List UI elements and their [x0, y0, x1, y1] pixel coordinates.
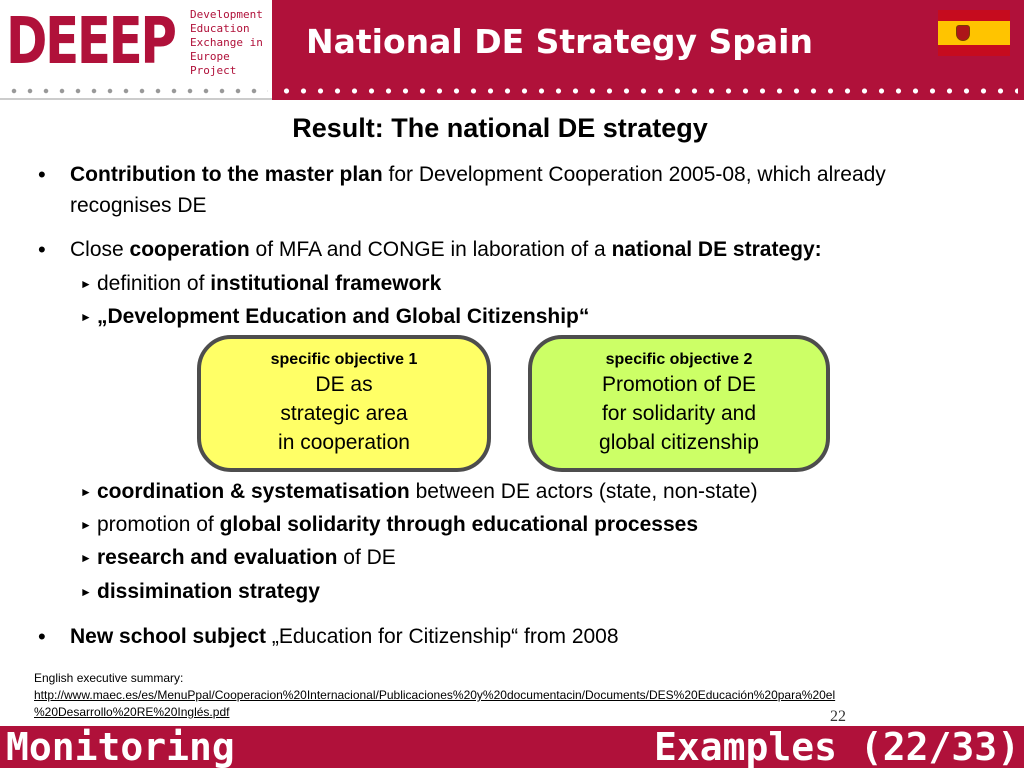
sub-bullet-text: definition of	[97, 272, 211, 295]
bullet-dot-icon: •	[38, 237, 46, 262]
bullet-bold-text: cooperation	[129, 238, 250, 261]
slide-heading: Result: The national DE strategy	[292, 113, 708, 143]
bullet-master-plan	[38, 159, 988, 221]
spain-flag-icon	[938, 10, 1010, 56]
header-title: National DE Strategy Spain	[306, 22, 813, 61]
logo-subtitle-line: Exchange in	[190, 36, 263, 49]
objective-line: Promotion of DE	[601, 373, 757, 396]
objective-line: for solidarity and	[601, 402, 757, 425]
sub-bullet-bold-text: dissimination strategy	[97, 580, 320, 603]
sub-bullet-bold-text: „Development Education and Global Citizenship“	[97, 305, 590, 328]
logo-subtitle-line: Education	[190, 22, 250, 35]
bullet-dot-icon: •	[38, 624, 46, 649]
bullet-cooperation	[38, 234, 988, 265]
objective-title: specific objective 2	[605, 351, 753, 368]
bullet-text: for Development Cooperation 2005-08, which already recognises DE	[70, 163, 886, 217]
sub-bullet-dev-education	[80, 301, 589, 333]
logo-dot-divider	[6, 88, 268, 94]
sub-bullet-text: of DE	[337, 546, 396, 569]
page-number: 22	[830, 708, 846, 725]
footnote-label: English executive summary:	[34, 671, 184, 685]
sub-bullet-institutional-framework	[80, 268, 441, 300]
logo-wordmark: DEEEP	[6, 5, 175, 79]
bullet-bold-text: Contribution to the master plan	[70, 163, 383, 186]
objective-line: in cooperation	[278, 431, 410, 454]
bullet-dot-icon: •	[38, 162, 46, 187]
logo-subtitle	[190, 8, 263, 78]
objective-box-2	[528, 335, 830, 472]
footer-slide-counter: Examples (22/33)	[653, 725, 1020, 769]
bullet-text: „Education for Citizenship“ from 2008	[266, 625, 619, 648]
deeep-logo	[0, 0, 272, 100]
objective-line: global citizenship	[599, 431, 759, 454]
logo-subtitle-line: Europe	[190, 50, 230, 63]
sub-bullet-text: promotion of	[97, 513, 220, 536]
sub-bullet-bold-text: institutional framework	[210, 272, 442, 295]
summary-link-line[interactable]: %20Desarrollo%20RE%20Inglés.pdf	[34, 705, 230, 719]
sub-bullet-research	[80, 542, 396, 574]
sub-bullet-bold-text: research and evaluation	[97, 546, 338, 569]
header-dot-divider	[278, 88, 1018, 94]
triangle-bullet-icon: ►	[80, 585, 92, 599]
bullet-bold-text: New school subject	[70, 625, 267, 648]
sub-bullet-bold-text: coordination & systematisation	[97, 480, 410, 503]
triangle-bullet-icon: ►	[80, 518, 92, 532]
bullet-bold-text: national DE strategy:	[611, 238, 822, 261]
footer-section-label: Monitoring	[6, 725, 235, 769]
sub-bullet-text: between DE actors (state, non-state)	[409, 480, 758, 503]
coat-of-arms-icon	[956, 25, 970, 41]
objective-title: specific objective 1	[270, 351, 418, 368]
sub-bullet-coordination	[80, 476, 758, 508]
bullet-text: Close	[70, 238, 130, 261]
objective-line: strategic area	[280, 402, 408, 425]
bullet-text: of MFA and CONGE in laboration of a	[249, 238, 612, 261]
sub-bullet-global-solidarity	[80, 509, 698, 541]
triangle-bullet-icon: ►	[80, 310, 92, 324]
footnote	[34, 670, 835, 721]
logo-subtitle-line: Project	[190, 64, 237, 77]
objective-box-1	[197, 335, 491, 472]
triangle-bullet-icon: ►	[80, 485, 92, 499]
objective-line: DE as	[315, 373, 373, 396]
summary-link[interactable]	[34, 688, 835, 719]
triangle-bullet-icon: ►	[80, 277, 92, 291]
summary-link-line[interactable]: http://www.maec.es/es/MenuPpal/Cooperacion%20Internacional/Publicaciones%20y%20documentacin/Documents/DES%20Educación%20para%20el	[34, 688, 836, 702]
triangle-bullet-icon: ►	[80, 551, 92, 565]
sub-bullet-bold-text: global solidarity through educational processes	[219, 513, 699, 536]
sub-bullet-dissimination	[80, 576, 320, 608]
bullet-school-subject	[38, 621, 988, 652]
logo-subtitle-line: Development	[190, 8, 263, 21]
